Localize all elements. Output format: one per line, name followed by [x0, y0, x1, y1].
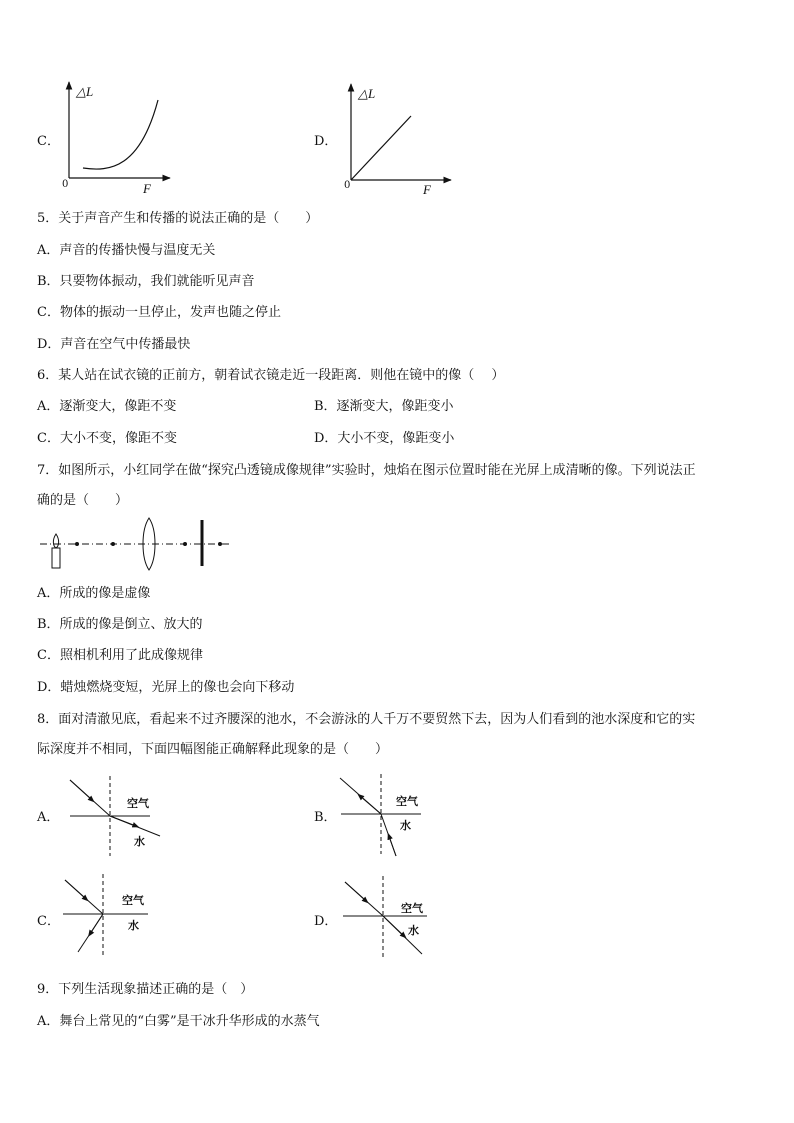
q8-diagram-a-label: A． [37, 810, 60, 825]
graph-c-x-label: F [143, 181, 151, 196]
q8-diagram-d-water: 水 [408, 924, 419, 937]
graph-d-y-label: △L [358, 86, 376, 101]
q7-stem-line2: 确的是（ ） [37, 493, 129, 508]
q5-option-a: A．声音的传播快慢与温度无关 [37, 243, 216, 258]
option-d-label: D． [314, 134, 338, 149]
q7-option-d: D．蜡烛燃烧变短，光屏上的像也会向下移动 [37, 680, 295, 695]
lens-experiment-diagram [0, 510, 794, 590]
q7-stem-line1: 7．如图所示，小红同学在做“探究凸透镜成像规律”实验时，烛焰在图示位置时能在光屏上成清晰的像。下列说法正 [37, 463, 696, 478]
q5-option-d: D．声音在空气中传播最快 [37, 337, 191, 352]
q8-diagram-a-air: 空气 [127, 797, 149, 810]
q8-diagram-c-water: 水 [128, 919, 139, 932]
q5-stem: 5．关于声音产生和传播的说法正确的是（ ） [37, 211, 319, 226]
q8-diagram-b-label: B． [314, 810, 337, 825]
graph-d-x-label: F [423, 182, 431, 197]
q6-option-c: C．大小不变，像距不变 [37, 431, 177, 446]
graph-c-curve [0, 0, 794, 200]
option-c-label: C． [37, 134, 60, 149]
q8-diagram-c-label: C． [37, 914, 60, 929]
q8-stem-line2: 际深度并不相同，下面四幅图能正确解释此现象的是（ ） [37, 742, 389, 757]
q8-diagram-d-label: D． [314, 914, 338, 929]
q8-diagram-b-air: 空气 [396, 795, 418, 808]
q7-option-a: A．所成的像是虚像 [37, 586, 151, 601]
q6-option-d: D．大小不变，像距变小 [314, 431, 455, 446]
q8-diagram-c-air: 空气 [122, 894, 144, 907]
q6-option-b: B．逐渐变大，像距变小 [314, 399, 454, 414]
q6-option-a: A．逐渐变大，像距不变 [37, 399, 177, 414]
q8-stem-line1: 8．面对清澈见底，看起来不过齐腰深的池水，不会游泳的人千万不要贸然下去，因为人们看到的池水深度和它的实 [37, 712, 696, 727]
q8-diagram-a-water: 水 [134, 835, 145, 848]
graph-c-origin: 0 [62, 179, 69, 190]
q7-option-b: B．所成的像是倒立、放大的 [37, 617, 203, 632]
q5-option-b: B．只要物体振动，我们就能听见声音 [37, 274, 255, 289]
q8-diagram-b-water: 水 [400, 819, 411, 832]
q7-option-c: C．照相机利用了此成像规律 [37, 648, 203, 663]
q9-stem: 9．下列生活现象描述正确的是（ ） [37, 982, 254, 997]
graph-c-y-label: △L [76, 84, 94, 99]
q8-diagram-d-air: 空气 [401, 902, 423, 915]
q5-option-c: C．物体的振动一旦停止，发声也随之停止 [37, 305, 281, 320]
graph-d-origin: 0 [344, 180, 351, 191]
q6-stem: 6．某人站在试衣镜的正前方，朝着试衣镜走近一段距离．则他在镜中的像（ ） [37, 368, 505, 383]
q9-option-a: A．舞台上常见的“白雾”是干冰升华形成的水蒸气 [37, 1014, 320, 1029]
